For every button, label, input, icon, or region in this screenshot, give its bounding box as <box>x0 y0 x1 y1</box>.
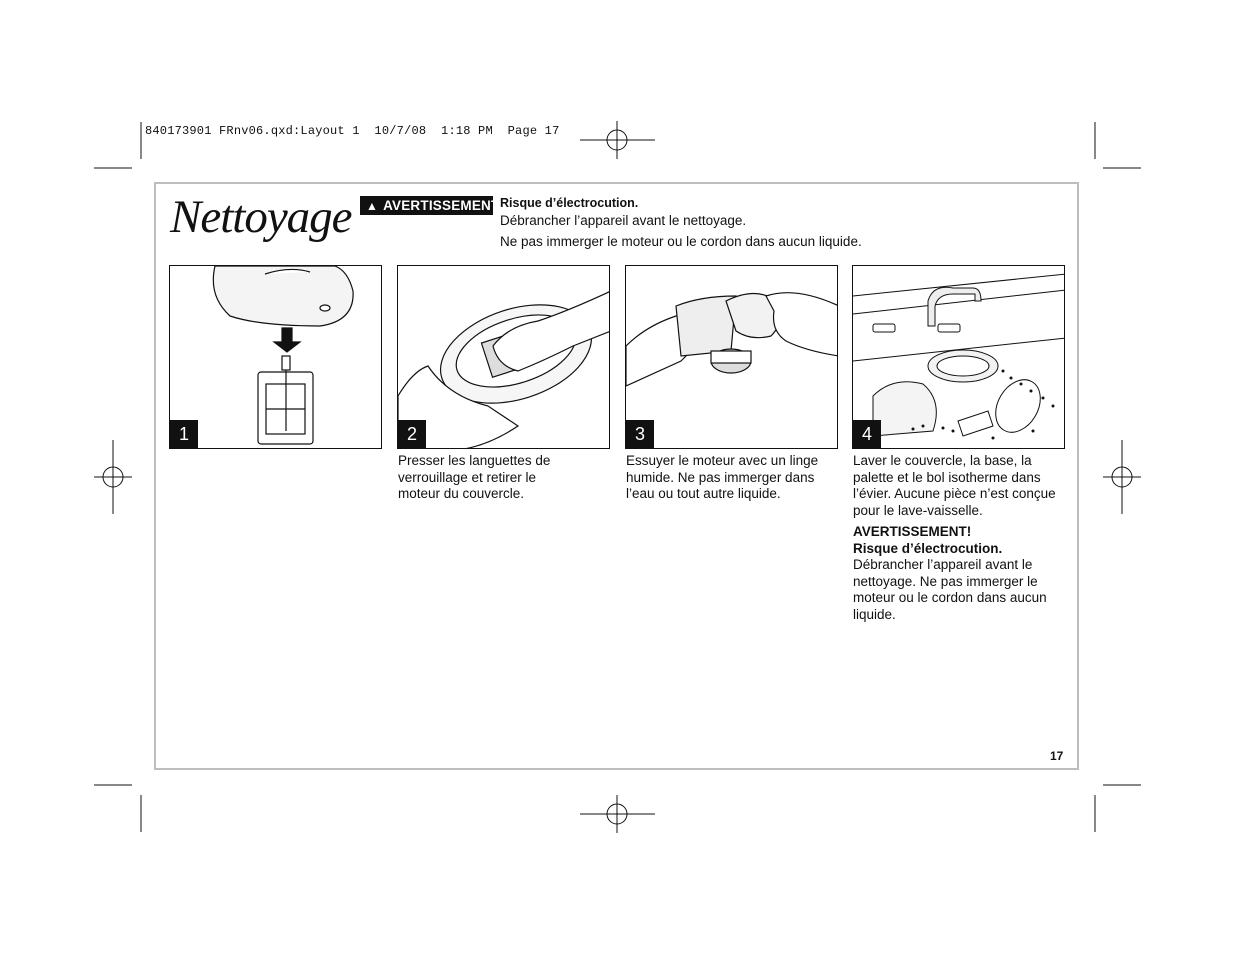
step-4-warning-title: AVERTISSEMENT! <box>853 524 972 539</box>
step-number-3: 3 <box>626 420 654 448</box>
page-title: Nettoyage <box>170 191 352 243</box>
step-1-illustration <box>169 265 382 449</box>
step-3-caption <box>626 453 836 508</box>
motor-and-paddle-illustration <box>170 266 382 449</box>
step-number-1: 1 <box>170 420 198 448</box>
warning-badge-label: AVERTISSEMENT <box>383 198 500 213</box>
washing-in-sink-illustration <box>853 266 1065 449</box>
print-slug: 840173901 FRnv06.qxd:Layout 1 10/7/08 1:18 PM Page 17 <box>145 124 560 138</box>
page-number: 17 <box>1050 749 1064 763</box>
wiping-motor-illustration <box>626 266 838 449</box>
hands-removing-motor-illustration <box>398 266 610 449</box>
step-4-caption <box>853 453 1063 623</box>
step-2-illustration <box>397 265 610 449</box>
step-3-illustration <box>625 265 838 449</box>
step-4-warning-heading: Risque d’électrocution. <box>853 540 1003 556</box>
step-3-text: Essuyer le moteur avec un linge humide. Ne pas immerger dans l’eau ou tout autre liquide. <box>626 453 819 501</box>
warning-line-2: Ne pas immerger le moteur ou le cordon dans aucun liquide. <box>500 234 862 249</box>
warning-triangle-icon: ▲ <box>366 198 379 213</box>
warning-heading: Risque d’électrocution. <box>500 196 639 210</box>
step-4-illustration <box>852 265 1065 449</box>
step-2-text: Presser les languettes de verrouillage et retirer le moteur du couvercle. <box>398 453 551 501</box>
step-4-text: Laver le couvercle, la base, la palette et le bol isotherme dans l’évier. Aucune pièce n’est conçue pour le lave-vaisselle. <box>853 453 1056 518</box>
step-2-caption <box>398 453 608 508</box>
step-number-2: 2 <box>398 420 426 448</box>
warning-badge <box>360 196 500 215</box>
step-4-warning-text: Débrancher l’appareil avant le nettoyage. Ne pas immerger le moteur ou le cordon dans aucun liquide. <box>853 557 1047 622</box>
warning-text <box>500 195 862 250</box>
warning-line-1: Débrancher l’appareil avant le nettoyage. <box>500 213 747 228</box>
step-number-4: 4 <box>853 420 881 448</box>
